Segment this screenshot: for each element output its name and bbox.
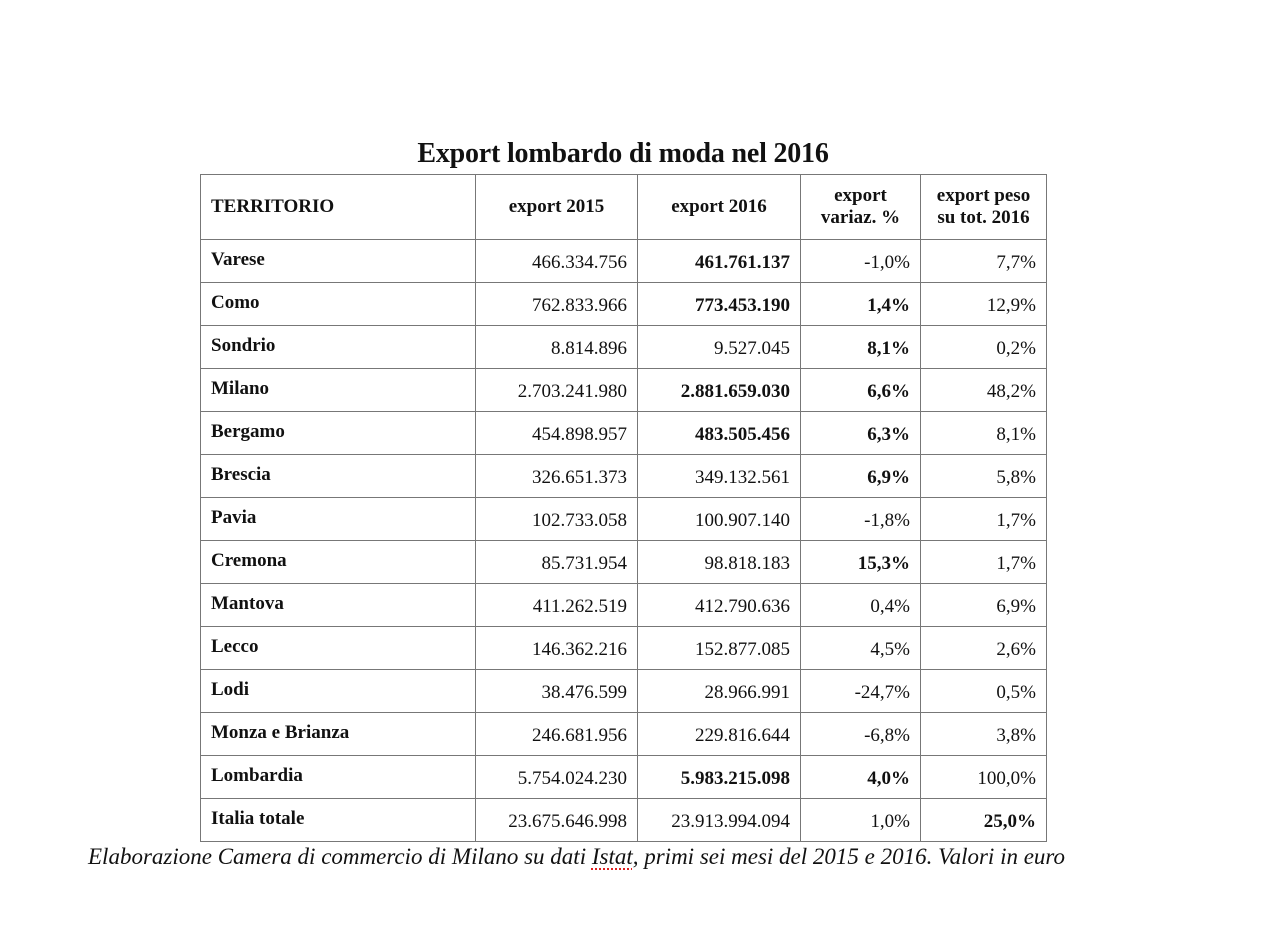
header-variazione: export variaz. % — [801, 175, 921, 240]
cell-export-2015: 411.262.519 — [476, 584, 638, 627]
footnote-text-end: , primi sei mesi del 2015 e 2016. Valori in euro — [632, 844, 1066, 869]
table-row — [201, 627, 1047, 670]
cell-variazione: -24,7% — [801, 670, 921, 713]
cell-peso: 48,2% — [921, 369, 1047, 412]
cell-export-2015: 8.814.896 — [476, 326, 638, 369]
cell-peso: 0,2% — [921, 326, 1047, 369]
cell-territorio: Cremona — [201, 541, 476, 584]
cell-export-2016: 100.907.140 — [638, 498, 801, 541]
cell-variazione: 1,0% — [801, 799, 921, 842]
table-row — [201, 498, 1047, 541]
cell-export-2016: 349.132.561 — [638, 455, 801, 498]
cell-export-2015: 2.703.241.980 — [476, 369, 638, 412]
cell-export-2016: 483.505.456 — [638, 412, 801, 455]
cell-variazione: 6,9% — [801, 455, 921, 498]
table-row — [201, 455, 1047, 498]
cell-variazione: -6,8% — [801, 713, 921, 756]
cell-territorio: Brescia — [201, 455, 476, 498]
source-footnote — [88, 842, 1268, 872]
cell-variazione: 4,0% — [801, 756, 921, 799]
cell-export-2016: 28.966.991 — [638, 670, 801, 713]
cell-peso: 5,8% — [921, 455, 1047, 498]
cell-export-2015: 38.476.599 — [476, 670, 638, 713]
cell-variazione: 6,6% — [801, 369, 921, 412]
cell-peso: 2,6% — [921, 627, 1047, 670]
cell-territorio: Milano — [201, 369, 476, 412]
header-export-2016: export 2016 — [638, 175, 801, 240]
cell-export-2015: 102.733.058 — [476, 498, 638, 541]
cell-territorio: Pavia — [201, 498, 476, 541]
cell-variazione: 6,3% — [801, 412, 921, 455]
cell-variazione: 1,4% — [801, 283, 921, 326]
table-row — [201, 584, 1047, 627]
cell-export-2016: 23.913.994.094 — [638, 799, 801, 842]
header-territorio: TERRITORIO — [201, 175, 476, 240]
table-row — [201, 369, 1047, 412]
table-header-row — [201, 175, 1047, 240]
cell-territorio: Lecco — [201, 627, 476, 670]
cell-export-2015: 466.334.756 — [476, 240, 638, 283]
cell-export-2016: 229.816.644 — [638, 713, 801, 756]
table-row — [201, 541, 1047, 584]
table-row — [201, 326, 1047, 369]
cell-export-2016: 412.790.636 — [638, 584, 801, 627]
cell-territorio: Italia totale — [201, 799, 476, 842]
cell-peso: 1,7% — [921, 541, 1047, 584]
cell-export-2015: 454.898.957 — [476, 412, 638, 455]
table-row — [201, 799, 1047, 842]
cell-peso: 6,9% — [921, 584, 1047, 627]
cell-peso: 1,7% — [921, 498, 1047, 541]
cell-variazione: 15,3% — [801, 541, 921, 584]
table-row — [201, 240, 1047, 283]
page-title: Export lombardo di moda nel 2016 — [417, 138, 829, 169]
cell-export-2016: 773.453.190 — [638, 283, 801, 326]
export-table — [200, 174, 1047, 842]
cell-export-2015: 5.754.024.230 — [476, 756, 638, 799]
cell-export-2016: 461.761.137 — [638, 240, 801, 283]
cell-export-2015: 326.651.373 — [476, 455, 638, 498]
table-row — [201, 670, 1047, 713]
cell-export-2015: 23.675.646.998 — [476, 799, 638, 842]
table-row — [201, 412, 1047, 455]
cell-territorio: Mantova — [201, 584, 476, 627]
spellcheck-flagged-word: Istat — [591, 844, 633, 869]
cell-peso: 100,0% — [921, 756, 1047, 799]
cell-variazione: -1,0% — [801, 240, 921, 283]
cell-territorio: Lodi — [201, 670, 476, 713]
cell-export-2016: 2.881.659.030 — [638, 369, 801, 412]
header-export-2015: export 2015 — [476, 175, 638, 240]
cell-peso: 3,8% — [921, 713, 1047, 756]
cell-variazione: 0,4% — [801, 584, 921, 627]
cell-peso: 0,5% — [921, 670, 1047, 713]
cell-peso: 12,9% — [921, 283, 1047, 326]
cell-export-2016: 5.983.215.098 — [638, 756, 801, 799]
cell-export-2016: 9.527.045 — [638, 326, 801, 369]
cell-export-2016: 152.877.085 — [638, 627, 801, 670]
footnote-text: Elaborazione Camera di commercio di Milano su dati — [88, 844, 592, 869]
cell-export-2016: 98.818.183 — [638, 541, 801, 584]
cell-territorio: Bergamo — [201, 412, 476, 455]
cell-territorio: Como — [201, 283, 476, 326]
cell-peso: 7,7% — [921, 240, 1047, 283]
cell-variazione: 4,5% — [801, 627, 921, 670]
cell-export-2015: 246.681.956 — [476, 713, 638, 756]
cell-variazione: 8,1% — [801, 326, 921, 369]
cell-territorio: Monza e Brianza — [201, 713, 476, 756]
table-row — [201, 283, 1047, 326]
header-peso: export peso su tot. 2016 — [921, 175, 1047, 240]
cell-export-2015: 762.833.966 — [476, 283, 638, 326]
cell-export-2015: 85.731.954 — [476, 541, 638, 584]
cell-export-2015: 146.362.216 — [476, 627, 638, 670]
cell-peso: 8,1% — [921, 412, 1047, 455]
cell-territorio: Sondrio — [201, 326, 476, 369]
cell-territorio: Lombardia — [201, 756, 476, 799]
cell-territorio: Varese — [201, 240, 476, 283]
cell-peso: 25,0% — [921, 799, 1047, 842]
table-row — [201, 713, 1047, 756]
cell-variazione: -1,8% — [801, 498, 921, 541]
table-row — [201, 756, 1047, 799]
